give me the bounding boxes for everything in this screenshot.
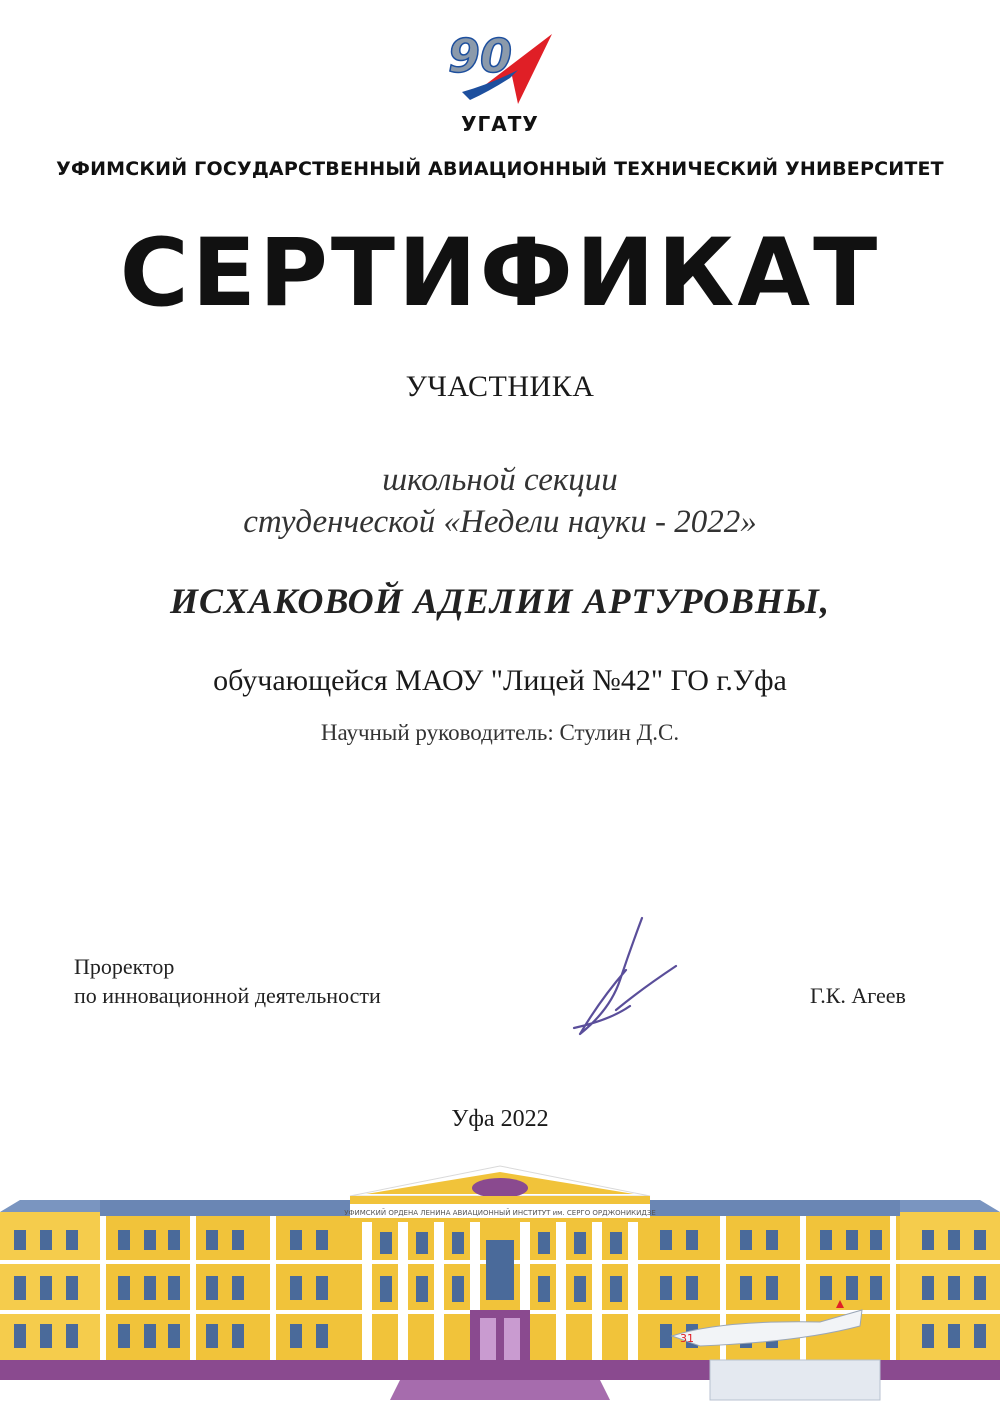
- university-building-illustration: [0, 1160, 1000, 1414]
- university-name: УФИМСКИЙ ГОСУДАРСТВЕННЫЙ АВИАЦИОННЫЙ ТЕХНИЧЕСКИЙ УНИВЕРСИТЕТ: [56, 158, 944, 180]
- logo-number: 90: [448, 29, 513, 83]
- section-line-1: школьной секции: [382, 462, 618, 498]
- signatory-position-line-2: по инновационной деятельности: [74, 983, 381, 1008]
- recipient-school: обучающейся МАОУ "Лицей №42" ГО г.Уфа: [213, 664, 787, 697]
- signatory-position-line-1: Проректор: [74, 954, 175, 979]
- certificate-subtitle: УЧАСТНИКА: [405, 370, 595, 403]
- logo-abbreviation: УГАТУ: [461, 112, 539, 136]
- certificate-title: СЕРТИФИКАТ: [119, 219, 881, 328]
- plane-number: 31: [680, 1332, 694, 1345]
- recipient-name: ИСХАКОВОЙ АДЕЛИИ АРТУРОВНЫ,: [170, 581, 830, 621]
- scientific-advisor: Научный руководитель: Стулин Д.С.: [320, 720, 680, 745]
- facade-inscription: УФИМСКИЙ ОРДЕНА ЛЕНИНА АВИАЦИОННЫЙ ИНСТИТУТ им. СЕРГО ОРДЖОНИКИДЗЕ: [344, 1209, 656, 1217]
- section-line-2: студенческой «Недели науки - 2022»: [243, 504, 757, 540]
- city-year: Уфа 2022: [451, 1106, 549, 1132]
- signatory-name: Г.К. Агеев: [810, 983, 906, 1008]
- signature-icon: [560, 910, 690, 1040]
